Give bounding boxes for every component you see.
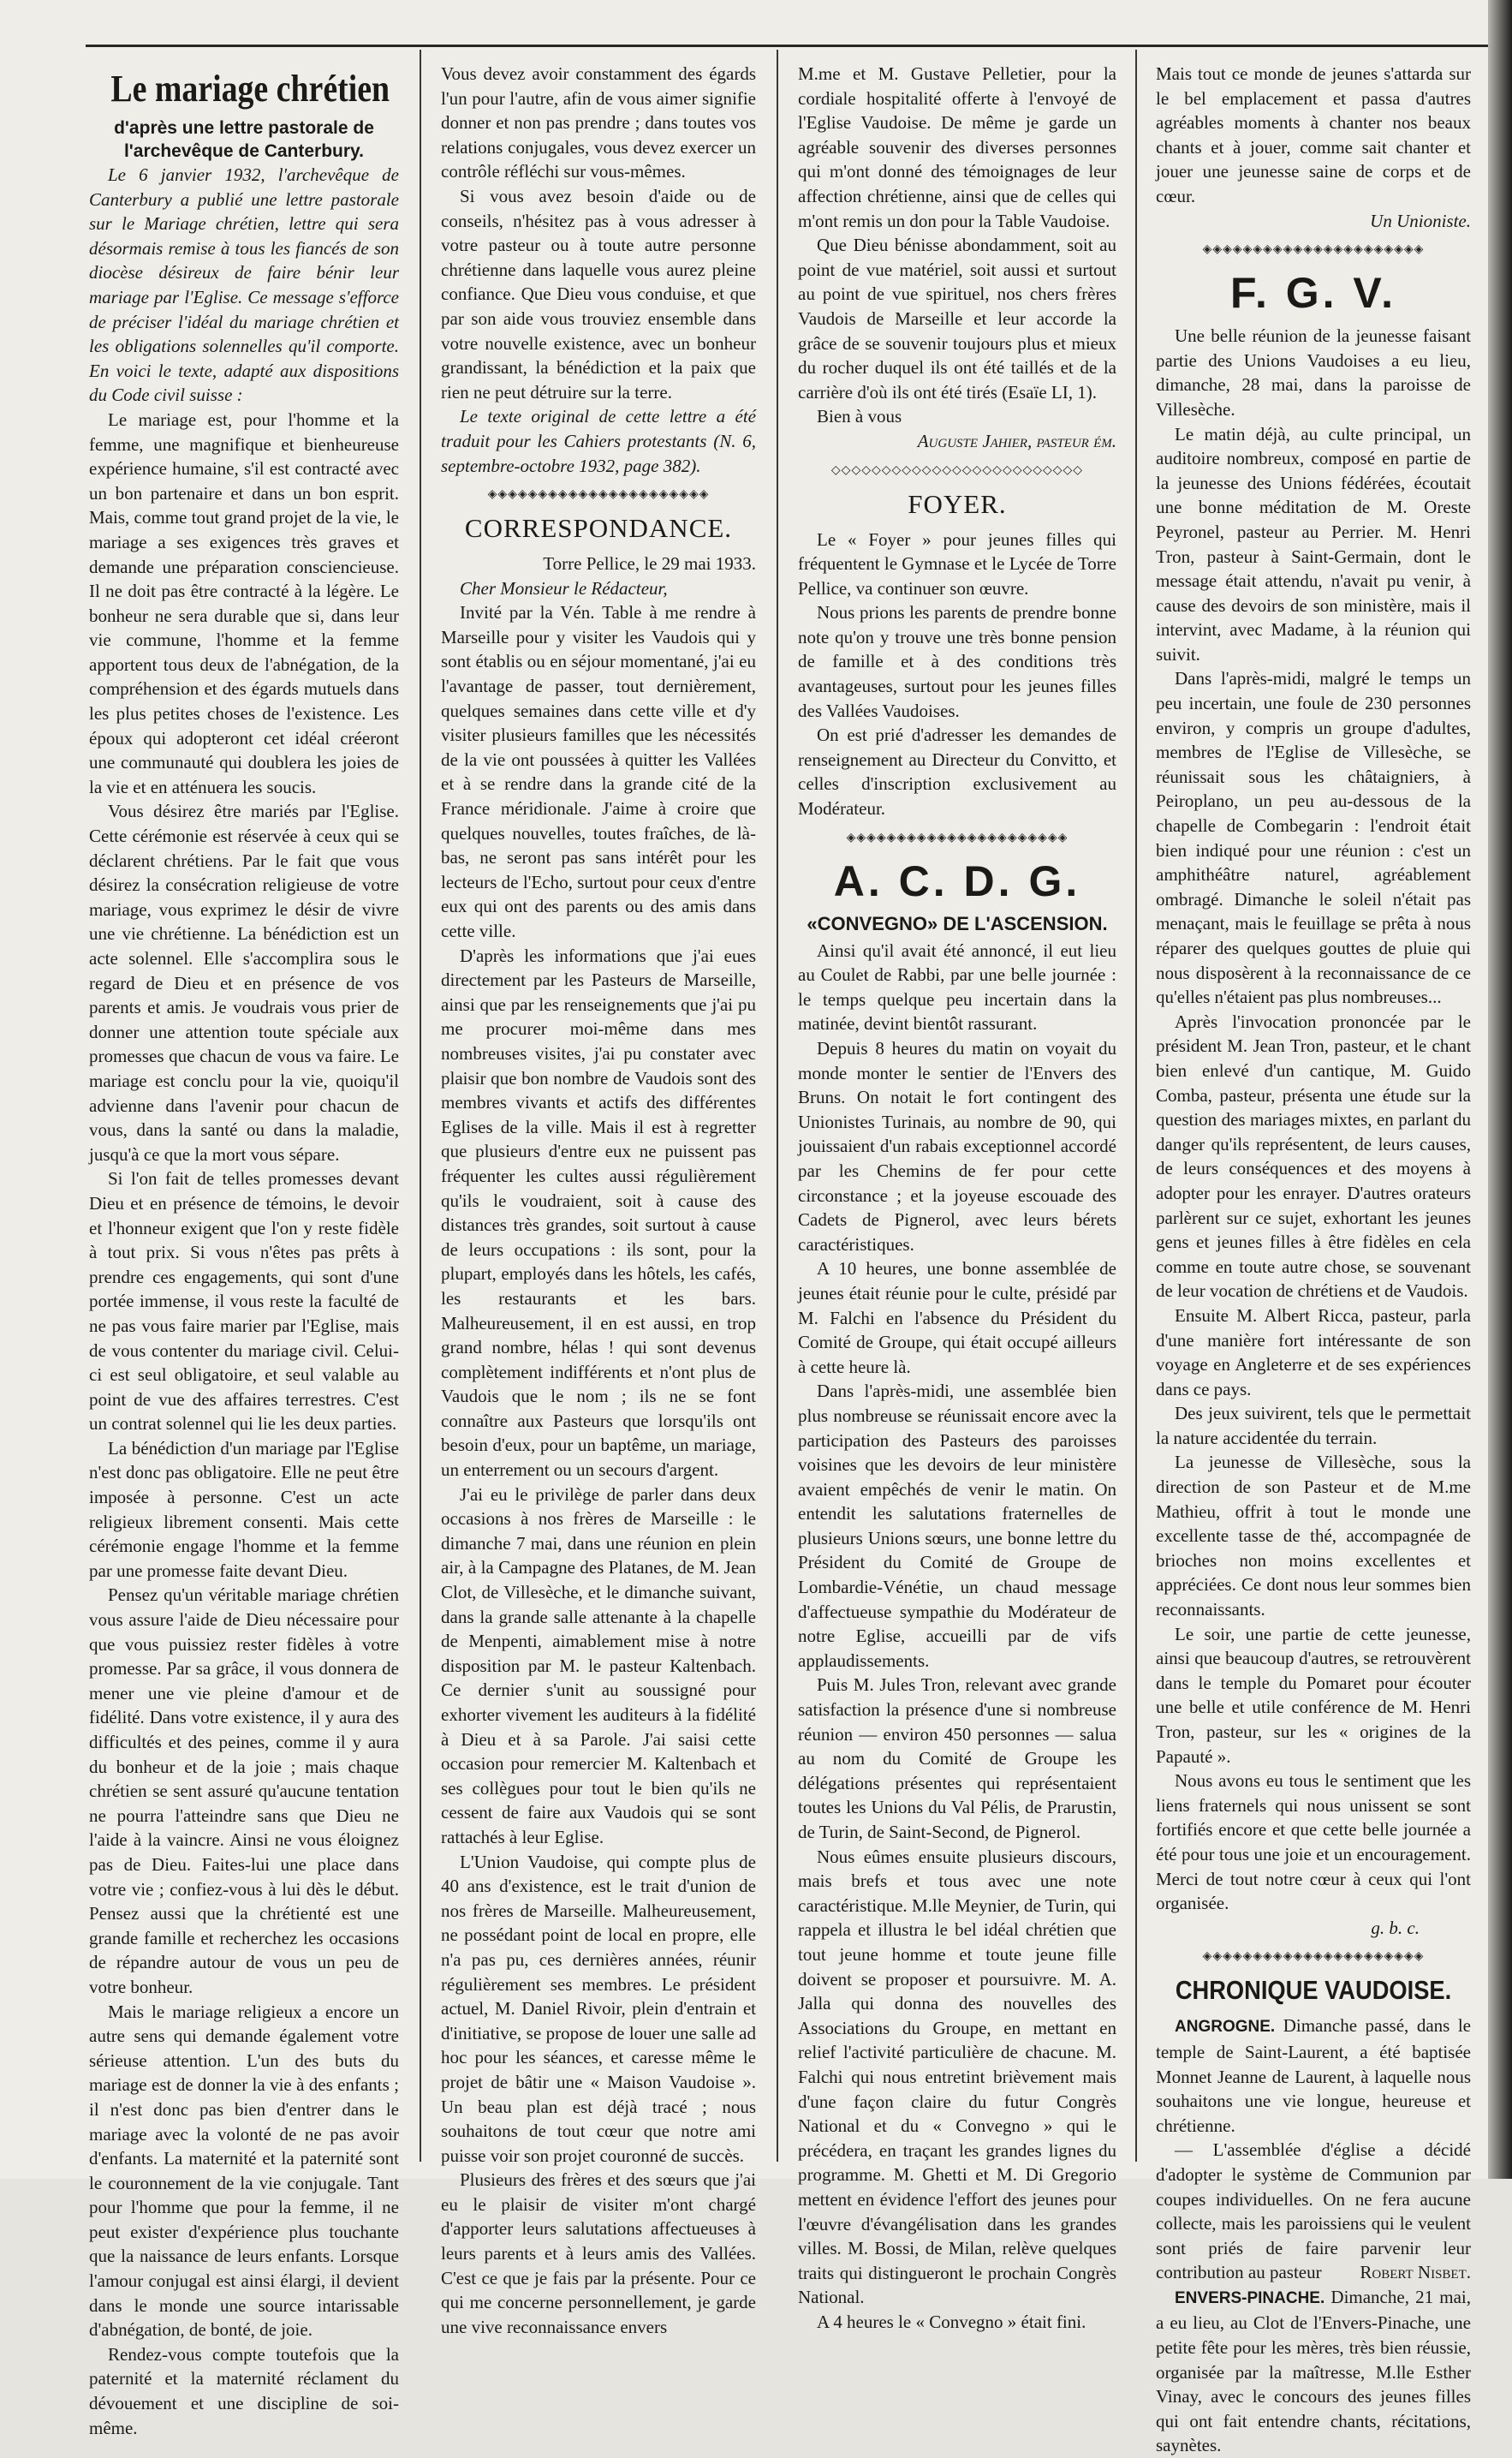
article-title: Le mariage chrétien <box>110 68 390 110</box>
paragraph: La jeunesse de Villesèche, sous la direction de son Pasteur et de M.me Mathieu, offrit à tout le monde une excellente tasse de thé, accompagnée de brioches non moins excellentes et appréciées. Ce dont nous leur sommes bien reconnaissants. <box>1156 1452 1471 1620</box>
paragraph: Plusieurs des frères et des sœurs que j'ai eu le plaisir de visiter m'ont chargé d'apporter leurs salutations affectueuses à leurs parents et à leurs amis des Vallées. C'est ce que je fais par la présente. Pour ce qui me concerne personnellement, je garde une vive reconnaissance envers <box>441 2169 756 2337</box>
paragraph: Ainsi qu'il avait été annoncé, il eut lieu au Coulet de Rabbi, par une belle journée : le temps quelque peu incertain dans la matinée, devint bientôt rassurant. <box>798 940 1116 1035</box>
paragraph: Ensuite M. Albert Ricca, pasteur, parla d'une manière fort intéressante de son voyage en Angleterre et de ses expériences dans ce pays. <box>1156 1304 1471 1399</box>
letter-date: Torre Pellice, le 29 mai 1933. <box>543 553 756 575</box>
paragraph: M.me et M. Gustave Pelletier, pour la cordiale hospitalité offerte à l'envoyé de l'Eglise Vaudoise. De même je garde un agréable souvenir des diverses personnes qui m'ont donné des témoignages de leur affection chrétienne, ainsi que de celles qui m'ont remis un don pour la Table Vaudoise. <box>798 63 1116 231</box>
ornament-separator: ◈◈◈◈◈◈◈◈◈◈◈◈◈◈◈◈◈◈◈◈◈◈ <box>846 831 1069 844</box>
paragraph: Nous eûmes ensuite plusieurs discours, mais brefs et tous avec une note caractéristique. M.lle Meynier, de Turin, qui rappela et illustra le bel idéal chrétien que tout jeune homme et toute jeune fille doivent se proposer et poursuivre. M. A. Jalla qui donna des nouvelles des Associations du Groupe, en mettant en relief l'activité particulière de chacune. M. Falchi qui nous entretint brièvement mais d'une façon claire du futur Congrès National et du « Convegno » qui le précédera, en traçant les grandes lignes du programme. M. Ghetti et M. Di Gregorio mettent en évidence l'effort des jeunes pour l'œuvre d'évangélisation dans les grandes villes. M. Bossi, de Milan, relève quelques traits qui distingueront le prochain Congrès National. <box>798 1846 1116 2308</box>
paragraph: Pensez qu'un véritable mariage chrétien vous assure l'aide de Dieu nécessaire pour que vous puissiez rester fidèles à votre promesse. Par sa grâce, il vous donnera de mener une vie pleine d'amour et de fidélité. Dans votre existence, il y aura des difficultés et des peines, comme il y aura du bonheur et de la joie ; mais chaque chrétien se sent assuré qu'aucune tentation ne pourra l'atteindre sans que Dieu ne l'aide à la vaincre. Ainsi ne vous éloignez pas de Dieu. Faites-lui une place dans votre vie ; confiez-vous à lui dès le début. Pensez aussi que la chrétienté est une grande famille et recherchez les occasions de répandre autour de vous un peu de votre bonheur. <box>89 1584 399 1997</box>
paragraph: Le mariage est, pour l'homme et la femme, une magnifique et bienheureuse expérience humaine, s'il est contracté avec un bon partenaire et dans un bon esprit. Mais, comme tout grand projet de la vie, le mariage a ses exigences très graves et demande une préparation consciencieuse. Il ne doit pas être contracté à la légère. Le bonheur ne sera durable que si, dans leur vie commune, l'homme et la femme apportent tous deux de l'abnégation, de la compréhension et des égards mutuels dans les plus petites choses de l'existence. Les époux qui adopteront cet idéal créeront une communauté qui doublera les joies de la vie et en atténuera les soucis. <box>89 409 399 797</box>
paragraph: Depuis 8 heures du matin on voyait du monde monter le sentier de l'Envers des Bruns. On notait le fort contingent des Unionistes Turinais, au nombre de 90, qui jouissaient d'un rabais exceptionnel accordé par les Chemins de fer pour cette circonstance ; et la joyeuse escouade des Cadets de Pignerol, avec leurs bérets caractéristiques. <box>798 1038 1116 1255</box>
section-title: A. C. D. G. <box>833 856 1081 905</box>
paragraph: Le « Foyer » pour jeunes filles qui fréquentent le Gymnase et le Lycée de Torre Pellice, va continuer son œuvre. <box>798 528 1116 599</box>
paragraph: Dans l'après-midi, malgré le temps un peu incertain, une foule de 230 personnes environ, y compris un groupe d'adultes, membres de l'Eglise de Villesèche, se réunissait sous les châtaigniers, à Peiroplano, un peu au-dessous de la chapelle de Combegarin : l'endroit était bien indiqué pour une réunion : c'est un amphithéâtre naturel, agréablement ombragé. Dimanche le soleil n'était pas menaçant, mais le feuillage se prêta à nous réparer des quelques gouttes de pluie qui nous disposèrent à la reconnaissance de ce qu'elles n'étaient pas plus nombreuses... <box>1156 668 1471 1008</box>
paragraph: J'ai eu le privilège de parler dans deux occasions à nos frères de Marseille : le dimanche 7 mai, dans une réunion en plein air, à la Campagne des Platanes, de M. Jean Clot, de Villesèche, et le dimanche suivant, dans la grande salle attenante à la chapelle de Menpenti, aimablement mise à notre disposition par M. le pasteur Kaltenbach. Ce dernier s'unit au soussigné pour exhorter vivement les auditeurs à la fidélité à Dieu et à sa Parole. J'ai saisi cette occasion pour remercier M. Kaltenbach et ses collègues pour tout le bien qu'ils ne cessent de faire aux Vaudois qui se sont rattachés à leur Eglise. <box>441 1483 756 1847</box>
paragraph: Après l'invocation prononcée par le président M. Jean Tron, pasteur, et le chant bien enlevé d'un cantique, M. Guido Comba, pasteur, présenta une étude sur la question des mariages mixtes, en parlant du danger qu'ils représentent, de leurs causes, de leurs conséquences et des moyens à adopter pour les enrayer. D'autres orateurs parlèrent sur ce sujet, exhortant les jeunes gens et jeunes filles à être fidèles en cela comme en toute autre chose, se souvenant de leur vocation de chrétiens et de Vaudois. <box>1156 1011 1471 1302</box>
signature: Robert Nisbet. <box>1360 2262 1471 2283</box>
column-rule <box>1135 50 1137 2162</box>
paragraph: La bénédiction d'un mariage par l'Eglise n'est donc pas obligatoire. Elle ne peut être imposée à personne. C'est un acte religieux librement consenti. Mais cette cérémonie engage l'homme et la femme par une promesse faite devant Dieu. <box>89 1437 399 1581</box>
paragraph: L'Union Vaudoise, qui compte plus de 40 ans d'existence, est le trait d'union de nos frères de Marseille. Malheureusement, ne possédant point de local en propre, elle n'a pas pu, ces dernières années, réunir régulièrement ses membres. Le président actuel, M. Daniel Rivoir, plein d'entrain et d'initiative, se propose de louer une salle ad hoc pour les séances, et caresse même le projet de bâtir une « Maison Vaudoise ». Un beau plan est déjà tracé ; nous souhaitons de tout cœur que notre ami puisse voir son projet couronné de succès. <box>441 1851 756 2166</box>
paragraph: Mais tout ce monde de jeunes s'attarda sur le bel emplacement et passa d'autres agréables moments à chanter nos beaux chants et à jouer, comme sait chanter et jouer une jeunesse saine de corps et de cœur. <box>1156 63 1471 206</box>
paragraph: A 10 heures, une bonne assemblée de jeunes était réunie pour le culte, présidé par M. Falchi en l'absence du Président du Comité de Groupe, qui était occupé ailleurs à cette heure là. <box>798 1258 1116 1377</box>
signature: Auguste Jahier, pasteur ém. <box>917 430 1116 451</box>
paragraph: Invité par la Vén. Table à me rendre à Marseille pour y visiter les Vaudois qui y sont établis ou en séjour momentané, j'ai eu l'avantage de passer, tout dernièrement, quelques semaines dans cette ville et d'y visiter plusieurs familles que les nécessités de la vie ont poussées à quitter les Vallées et à se rendre dans la grande cité de la France méridionale. J'aime à croire que quelques nouvelles, toutes fraîches, de là-bas, ne seront pas sans intérêt pour les lecteurs de l'Echo, surtout pour ceux d'entre eux qui ont des parents ou des amis dans cette ville. <box>441 602 756 941</box>
ornament-separator: ◈◈◈◈◈◈◈◈◈◈◈◈◈◈◈◈◈◈◈◈◈◈ <box>1202 243 1425 257</box>
paragraph: Le matin déjà, au culte principal, un auditoire nombreux, composé en partie de la jeunesse des Unions fédérées, écoutait une bonne méditation de M. Oreste Peyronel, pasteur au Perrier. M. Henri Tron, pasteur à Saint-Germain, dont le message était attendu, n'avait pu venir, à cause des devoirs de son ministère, mais il intervint, avec Madame, à la réunion qui suivit. <box>1156 423 1471 665</box>
chronicle-entry <box>1156 2285 1471 2458</box>
paragraph-note: Le texte original de cette lettre a été traduit pour les Cahiers protestants (N. 6, septembre-octobre 1932, page 382). <box>441 406 756 476</box>
column-rule <box>420 50 421 2162</box>
paragraph: Vous désirez être mariés par l'Eglise. Cette cérémonie est réservée à ceux qui se déclarent chrétiens. Par le fait que vous désirez la consécration religieuse de votre mariage, vous exprimez le désir de vivre une vie chrétienne. La bénédiction est un acte solennel. Elle s'accomplira sous le regard de Dieu et en présence de vos parents et amis. Je voudrais vous prier de donner une attention toute spéciale aux promesses que chacun de vous va faire. Le mariage est conclu pour la vie, quoiqu'il advienne dans l'avenir pour chacun de vous, dans la santé ou dans la maladie, jusqu'à ce que la mort vous sépare. <box>89 801 399 1165</box>
entry-text: — L'assemblée d'église a décidé d'adopter le système de Communion par coupes individuelles. On ne fera aucune collecte, mais les paroissiens qui le veulent sont priés de faire parvenir leur contribution au pasteur <box>1156 2139 1471 2283</box>
paragraph: Si vous avez besoin d'aide ou de conseils, n'hésitez pas à vous adresser à votre pasteur ou à toute autre personne chrétienne dans laquelle vous aurez pleine confiance. Que Dieu vous conduise, et que par son aide vous trouviez ensemble dans votre nouvelle existence, avec un bonheur grandissant, la bénédiction et la paix que rien ne peut détruire sur la terre. <box>441 185 756 403</box>
chronicle-entry <box>1156 2138 1471 2285</box>
signature: Un Unioniste. <box>1370 210 1471 231</box>
column-1 <box>89 62 399 2438</box>
paragraph: Bien à vous <box>817 406 902 427</box>
entry-text: Dimanche passé, dans le temple de Saint-Laurent, a été baptisée Monnet Jeanne de Laurent, à laquelle nous souhaitons une vie longue, heureuse et chrétienne. <box>1156 2015 1471 2136</box>
column-4 <box>1156 62 1471 2456</box>
paragraph: Des jeux suivirent, tels que le permettait la nature accidentée du terrain. <box>1156 1403 1471 1448</box>
page-edge-shadow <box>1488 0 1512 2179</box>
paragraph: Dans l'après-midi, une assemblée bien plus nombreuse se réunissait encore avec la participation des Pasteurs des paroisses voisines que les devoirs de leur ministère avaient empêchés de venir le matin. On entendit les salutations fraternelles de plusieurs Unions sœurs, une bonne lettre du Président du Comité de Groupe de Lombardie-Vénétie, un chaud message d'affectueuse sympathie du Modérateur de notre Eglise, accueilli par de vifs applaudissements. <box>798 1381 1116 1671</box>
paragraph: Nous prions les parents de prendre bonne note qu'on y trouve une très bonne pension de famille et à des conditions très avantageuses, surtout pour les jeunes filles des Vallées Vaudoises. <box>798 602 1116 721</box>
section-title: F. G. V. <box>1229 269 1397 318</box>
paragraph: Vous devez avoir constamment des égards l'un pour l'autre, afin de vous aimer signifie donner et non pas prendre ; dans toutes vos relations conjugales, vous devez exercer un contrôle réfléchi sur vous-mêmes. <box>441 63 756 182</box>
section-title: CORRESPONDANCE. <box>464 513 733 544</box>
paragraph: D'après les informations que j'ai eues directement par les Pasteurs de Marseille, ainsi que par les renseignements que j'ai pu me procurer moi-même dans mes nombreuses visites, j'ai pu constater avec plaisir que bon nombre de Vaudois sont des membres vivants et actifs des différentes Eglises de la ville. Mais il est à regretter que plusieurs d'entre eux ne puissent pas fréquenter les cultes aussi régulièrement qu'ils le voudraient, soit à cause des distances très grandes, soit surtout à cause de leurs occupations : ils sont, pour la plupart, employés dans les hôtels, les cafés, les restaurants et les bars. Malheureusement, il en est aussi, en trop grand nombre, hélas ! qui sont devenus complètement indifférents et n'ont plus de Vaudois que le nom ; ils ne se font connaître aux Pasteurs que lorsqu'ils ont besoin d'eux, pour un baptême, un mariage, un enterrement ou un secours d'argent. <box>441 945 756 1481</box>
article-subtitle: d'après une lettre pastorale de l'archevêque de Canterbury. <box>114 118 374 161</box>
ornament-separator: ◈◈◈◈◈◈◈◈◈◈◈◈◈◈◈◈◈◈◈◈◈◈ <box>1202 1950 1425 1964</box>
paragraph: Nous avons eu tous le sentiment que les liens fraternels qui nous unissent se sont fortifiés encore et que cette belle journée a été pour tous une joie et un encouragement. Merci de tout notre cœur à ceux qui l'ont organisée. <box>1156 1770 1471 1914</box>
place-name: ANGROGNE. <box>1175 2018 1276 2037</box>
section-title: FOYER. <box>908 488 1007 519</box>
entry-text: Dimanche, 21 mai, a eu lieu, au Clot de l'Envers-Pinache, une petite fête pour les mères, très bien réussie, organisée par la maîtresse, M.lle Esther Vinay, avec le concours des jeunes filles qui ont fait entendre chants, récitations, saynètes. <box>1156 2286 1471 2456</box>
paragraph: Puis M. Jules Tron, relevant avec grande satisfaction la présence d'une si nombreuse réunion — environ 450 personnes — salua au nom du Comité de Groupe les délégations présentes qui représentaient toutes les Unions du Val Pélis, de Prarustin, de Turin, de Saint-Second, de Pignerol. <box>798 1674 1116 1842</box>
paragraph: Rendez-vous compte toutefois que la paternité et la maternité réclament du dévouement et une discipline de soi-même. <box>89 2343 399 2438</box>
signature: g. b. c. <box>1371 1917 1420 1938</box>
section-title: CHRONIQUE VAUDOISE. <box>1175 1975 1452 2006</box>
column-2 <box>441 62 756 2337</box>
column-3 <box>798 62 1116 2332</box>
ornament-separator: ◈◈◈◈◈◈◈◈◈◈◈◈◈◈◈◈◈◈◈◈◈◈ <box>487 488 710 502</box>
chronicle-entry <box>1156 2014 1471 2138</box>
paragraph: Mais le mariage religieux a encore un autre sens qui demande également votre sérieuse attention. L'un des buts du mariage est de donner la vie à des enfants ; il n'est donc pas bien d'entrer dans le mariage avec la volonté de ne pas avoir d'enfants. La maternité et la paternité sont le couronnement de la vie conjugale. Tant pour l'homme que pour la femme, il ne peut exister d'expérience plus touchante que la naissance de leurs enfants. Lorsque l'amour conjugal est ainsi élargi, il devient dans le monde une source intarissable d'abnégation, de bonté, de joie. <box>89 2001 399 2341</box>
column-rule <box>777 50 778 2162</box>
paragraph: Une belle réunion de la jeunesse faisant partie des Unions Vaudoises a eu lieu, dimanche, 28 mai, dans la paroisse de Villesèche. <box>1156 325 1471 420</box>
paragraph: A 4 heures le « Convegno » était fini. <box>817 2311 1086 2332</box>
paragraph: Si l'on fait de telles promesses devant Dieu et en présence de témoins, le devoir et l'honneur exigent que l'on y reste fidèle à tout prix. Si vous n'êtes pas prêts à prendre ces engagements, qui sont d'une portée immense, il vous reste la faculté de ne pas vous faire marier par l'Eglise, mais de vous contenter du mariage civil. Celui-ci est seul obligatoire, et seul valable au point de vue des affaires terrestres. C'est un contrat solennel qui lie les deux parties. <box>89 1168 399 1435</box>
ornament-separator: ◇◇◇◇◇◇◇◇◇◇◇◇◇◇◇◇◇◇◇◇◇◇◇◇◇ <box>830 463 1084 477</box>
paragraph: Le soir, une partie de cette jeunesse, ainsi que beaucoup d'autres, se retrouvèrent dans le temple du Pomaret pour écouter une belle et utile conférence de M. Henri Tron, pasteur, sur les « origines de la Papauté ». <box>1156 1623 1471 1767</box>
paragraph: On est prié d'adresser les demandes de renseignement au Directeur du Convitto, et celles d'inscription exclusivement au Modérateur. <box>798 725 1116 820</box>
article-intro: Le 6 janvier 1932, l'archevêque de Canterbury a publié une lettre pastorale sur le Mariage chrétien, lettre qui sera désormais remise à tous les fiancés de son diocèse désireux de faire bénir leur mariage par l'Eglise. Ce message s'efforce de préciser l'idéal du mariage chrétien et les obligations solennelles qu'il comporte. En voici le texte, adapté aux dispositions du Code civil suisse : <box>89 164 399 406</box>
letter-salutation: Cher Monsieur le Rédacteur, <box>460 577 668 599</box>
paragraph: Que Dieu bénisse abondamment, soit au point de vue matériel, soit aussi et surtout au point de vue spirituel, nos chers frères Vaudois de Marseille et leur accorde la grâce de se souvenir toujours plus et mieux du rocher duquel ils ont été taillés et de la carrière d'où ils ont été tirés (Esaïe LI, 1). <box>798 235 1116 403</box>
top-rule <box>86 45 1490 47</box>
place-name: ENVERS-PINACHE. <box>1175 2288 1325 2307</box>
section-subtitle: «CONVEGNO» DE L'ASCENSION. <box>807 912 1108 934</box>
